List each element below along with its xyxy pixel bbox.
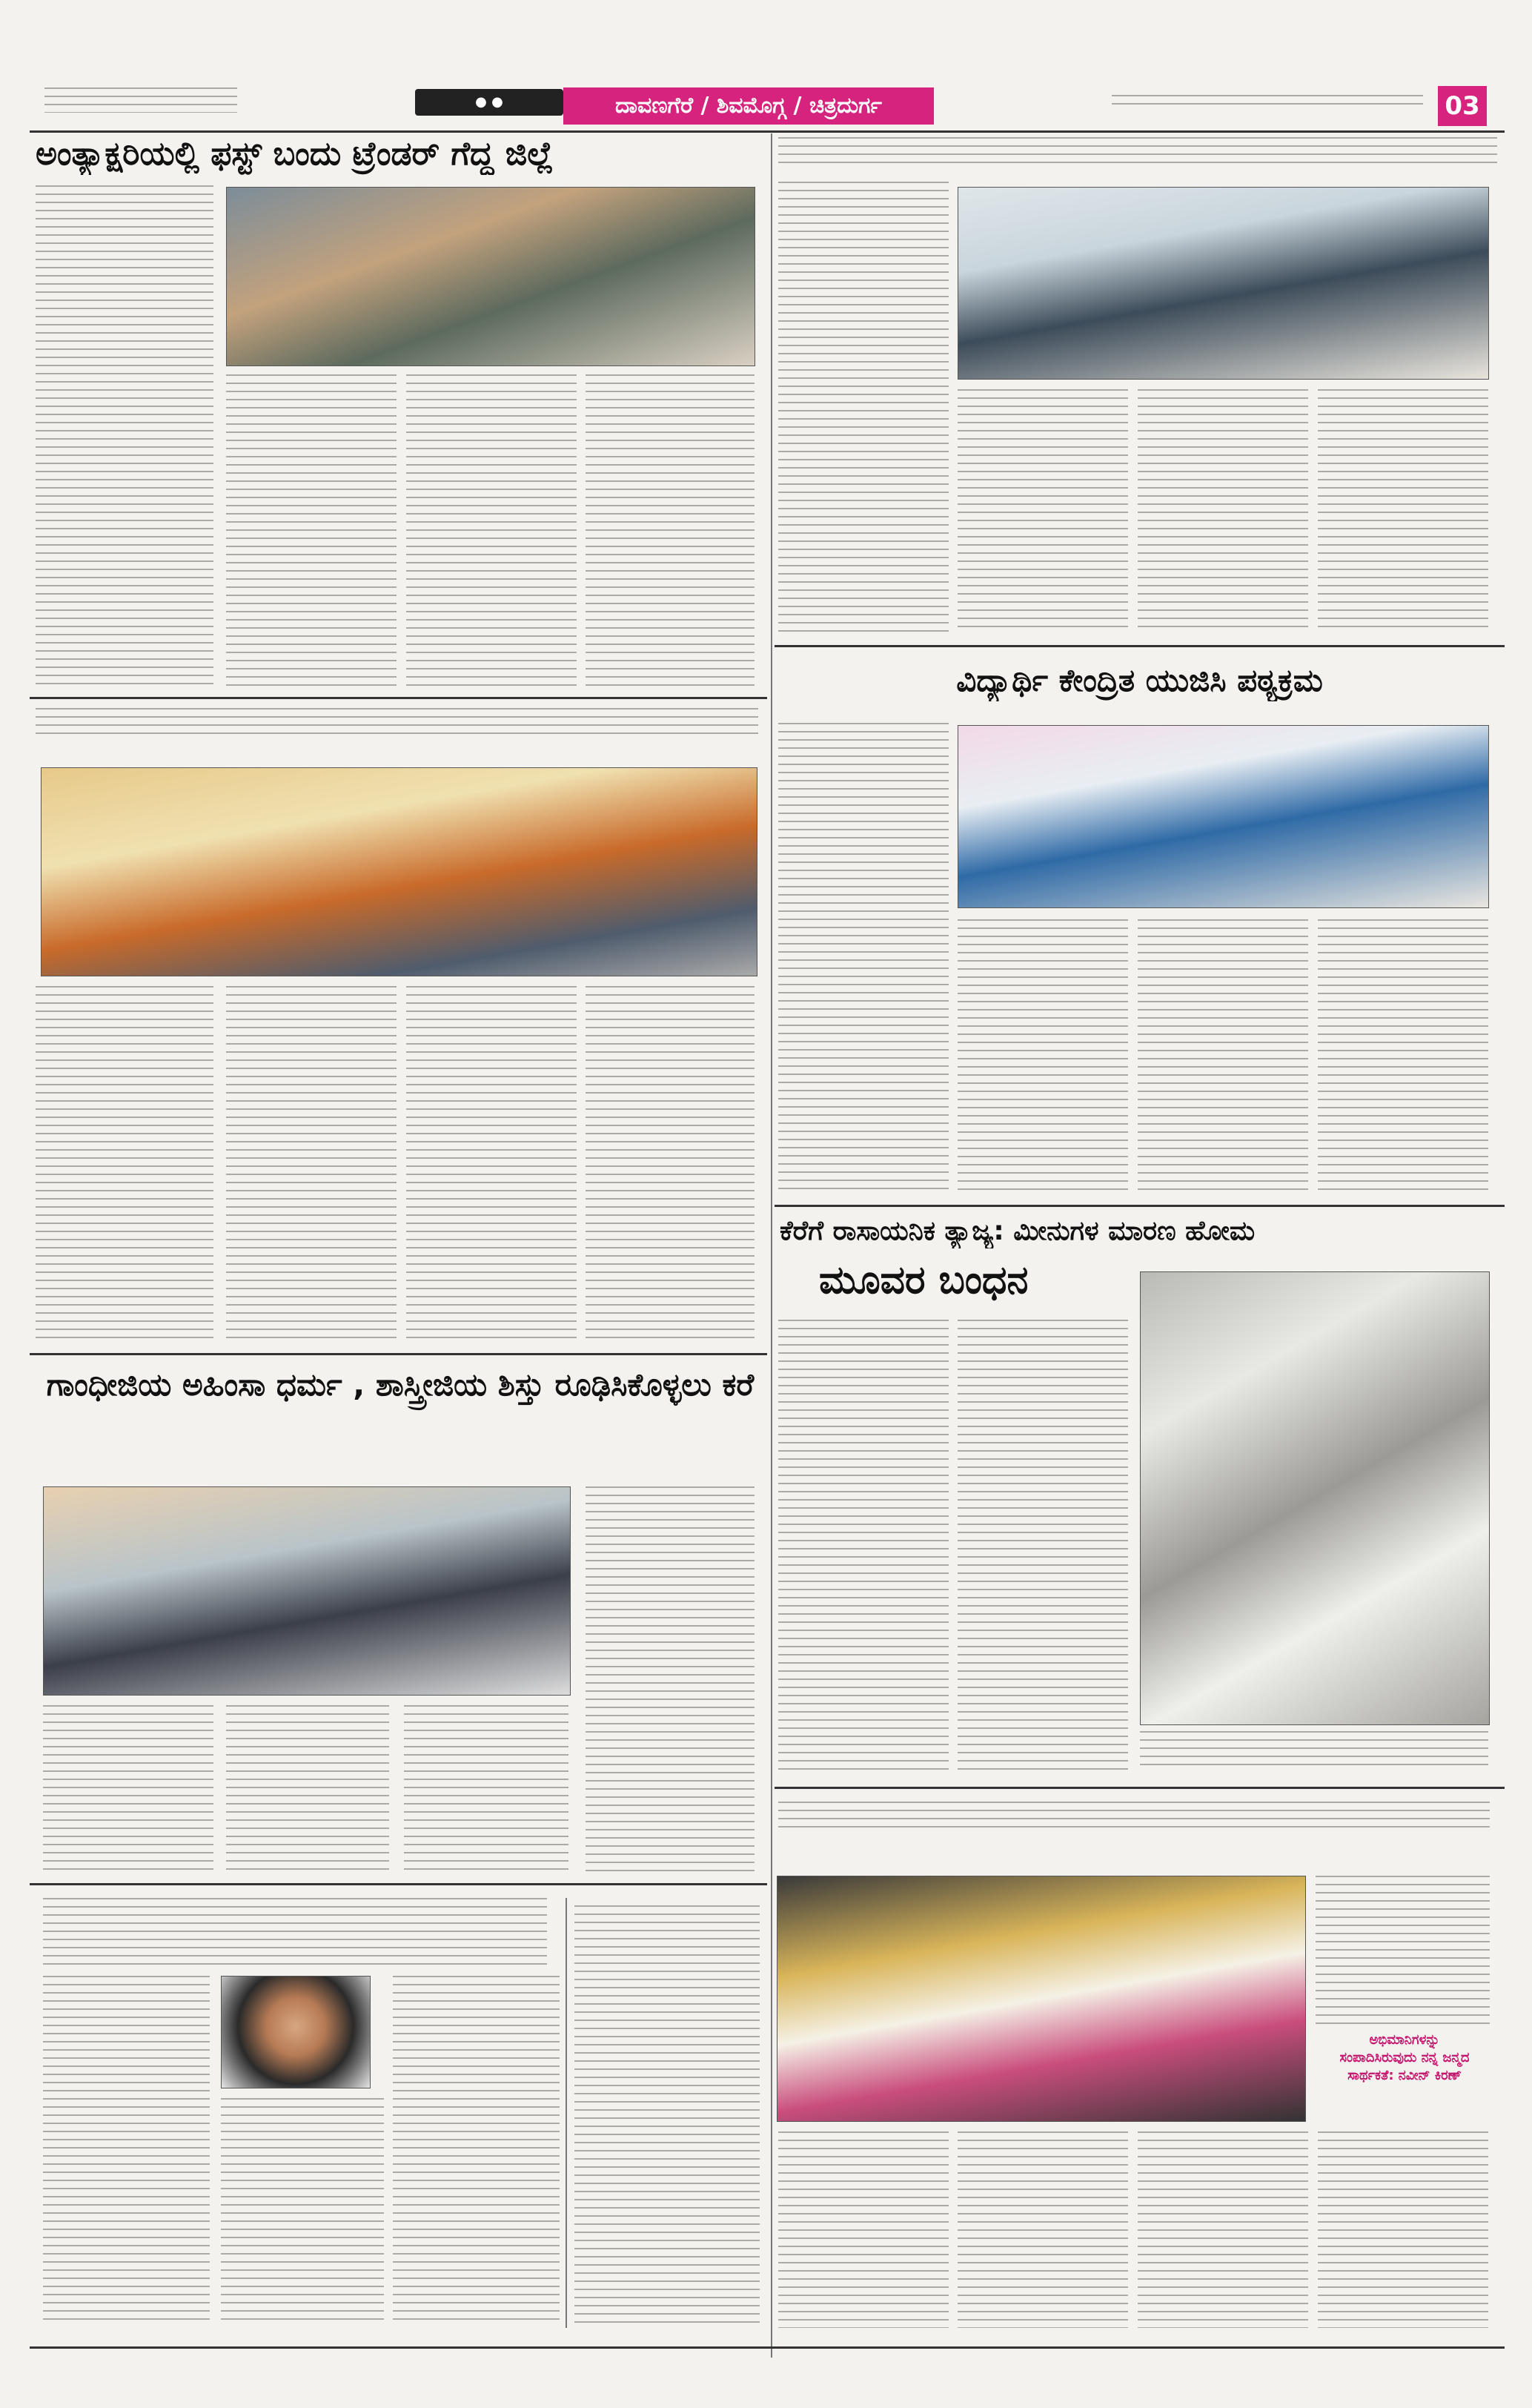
article-headline-block — [778, 137, 1497, 165]
article-body-column — [226, 374, 397, 686]
article-headline: ಗಾಂಧೀಜಿಯ ಅಹಿಂಸಾ ಧರ್ಮ , ಶಾಸ್ತ್ರೀಜಿಯ ಶಿಸ್ತು ರೂಢಿಸಿಕೊಳ್ಳಲು ಕರೆ — [46, 1366, 755, 1403]
article-body-column — [406, 986, 577, 1342]
article-body-column — [1138, 2131, 1308, 2328]
article-headline-block — [778, 1802, 1490, 1831]
masthead-meta-text — [44, 87, 267, 113]
article-body-column — [574, 1905, 760, 2324]
article-body-column — [958, 2131, 1128, 2328]
portrait-photo — [221, 1976, 371, 2088]
section-banner: ದಾವಣಗೆರೆ / ಶಿವಮೊಗ್ಗ / ಚಿತ್ರದುರ್ಗ — [563, 87, 934, 125]
article-body-column — [36, 185, 213, 689]
page-footer-rule — [30, 2346, 1505, 2349]
article-body-column — [1316, 1876, 1490, 2024]
article-headline: ಅಂತ್ಯಾಕ್ಷರಿಯಲ್ಲಿ ಫಸ್ಟ್ ಬಂದು ಟ್ರೆಂಡರ್ ಗೆದ್ದ ಜಿಲ್ಲೆ — [36, 135, 554, 173]
article-body-column — [221, 2098, 384, 2324]
article-body-column — [958, 919, 1128, 1190]
article-body-column — [586, 374, 755, 686]
article-body-column — [406, 374, 577, 686]
caption-line: ಸಾರ್ಥಕತೆ: ನವೀನ್ ಕಿರಣ್ — [1347, 2068, 1462, 2083]
article-body-column — [1138, 919, 1308, 1190]
article-separator — [30, 1883, 767, 1885]
news-photo — [958, 187, 1489, 380]
article-body-column — [43, 1976, 210, 2324]
article-body-column — [1318, 2131, 1488, 2328]
page-number: 03 — [1438, 86, 1487, 126]
article-subheadline: ಮೂವರ ಬಂಧನ — [819, 1258, 1029, 1303]
news-photo — [41, 767, 757, 976]
article-body-column — [778, 723, 949, 1190]
news-photo — [777, 1876, 1306, 2122]
article-body-column — [404, 1705, 568, 1872]
article-body-column — [958, 389, 1128, 634]
news-photo — [1140, 1271, 1490, 1725]
article-body-column — [958, 1320, 1128, 1772]
column-divider — [566, 1898, 567, 2328]
article-separator — [30, 697, 767, 699]
issue-date — [1112, 95, 1423, 111]
newspaper-logo: ● ● — [415, 89, 563, 116]
article-body-column — [586, 1486, 755, 1872]
article-body-column — [778, 1320, 949, 1772]
masthead-rule — [30, 130, 1505, 133]
article-body-column — [1140, 1731, 1488, 1772]
article-headline: ವಿದ್ಯಾರ್ಥಿ ಕೇಂದ್ರಿತ ಯುಜಿಸಿ ಪಠ್ಯಕ್ರಮ — [956, 662, 1323, 698]
article-separator — [775, 1787, 1505, 1789]
article-body-column — [226, 1705, 389, 1872]
article-body-column — [43, 1705, 213, 1872]
article-body-column — [778, 182, 949, 634]
article-separator — [30, 1353, 767, 1355]
article-body-column — [778, 2131, 949, 2328]
caption-line: ಸಂಪಾದಿಸಿರುವುದು ನನ್ನ ಜನ್ಮದ — [1339, 2050, 1470, 2065]
article-body-column — [1138, 389, 1308, 634]
news-photo — [958, 725, 1489, 908]
article-headline-block — [36, 708, 758, 738]
news-photo — [43, 1486, 571, 1696]
article-body-column — [393, 1976, 560, 2324]
article-separator — [775, 1205, 1505, 1207]
caption-line: ಅಭಿಮಾನಿಗಳನ್ನು — [1369, 2032, 1440, 2048]
column-divider — [771, 133, 772, 2358]
article-body-column — [1318, 919, 1488, 1190]
news-photo — [226, 187, 755, 366]
article-body-column — [586, 986, 755, 1342]
article-separator — [775, 645, 1505, 647]
article-headline: ಕೆರೆಗೆ ರಾಸಾಯನಿಕ ತ್ಯಾಜ್ಯ: ಮೀನುಗಳ ಮಾರಣ ಹೋಮ — [780, 1216, 1256, 1246]
article-body-column — [1318, 389, 1488, 634]
article-headline-block — [43, 1898, 547, 1965]
article-body-column — [36, 986, 213, 1342]
photo-caption — [1316, 2031, 1493, 2085]
article-body-column — [226, 986, 397, 1342]
